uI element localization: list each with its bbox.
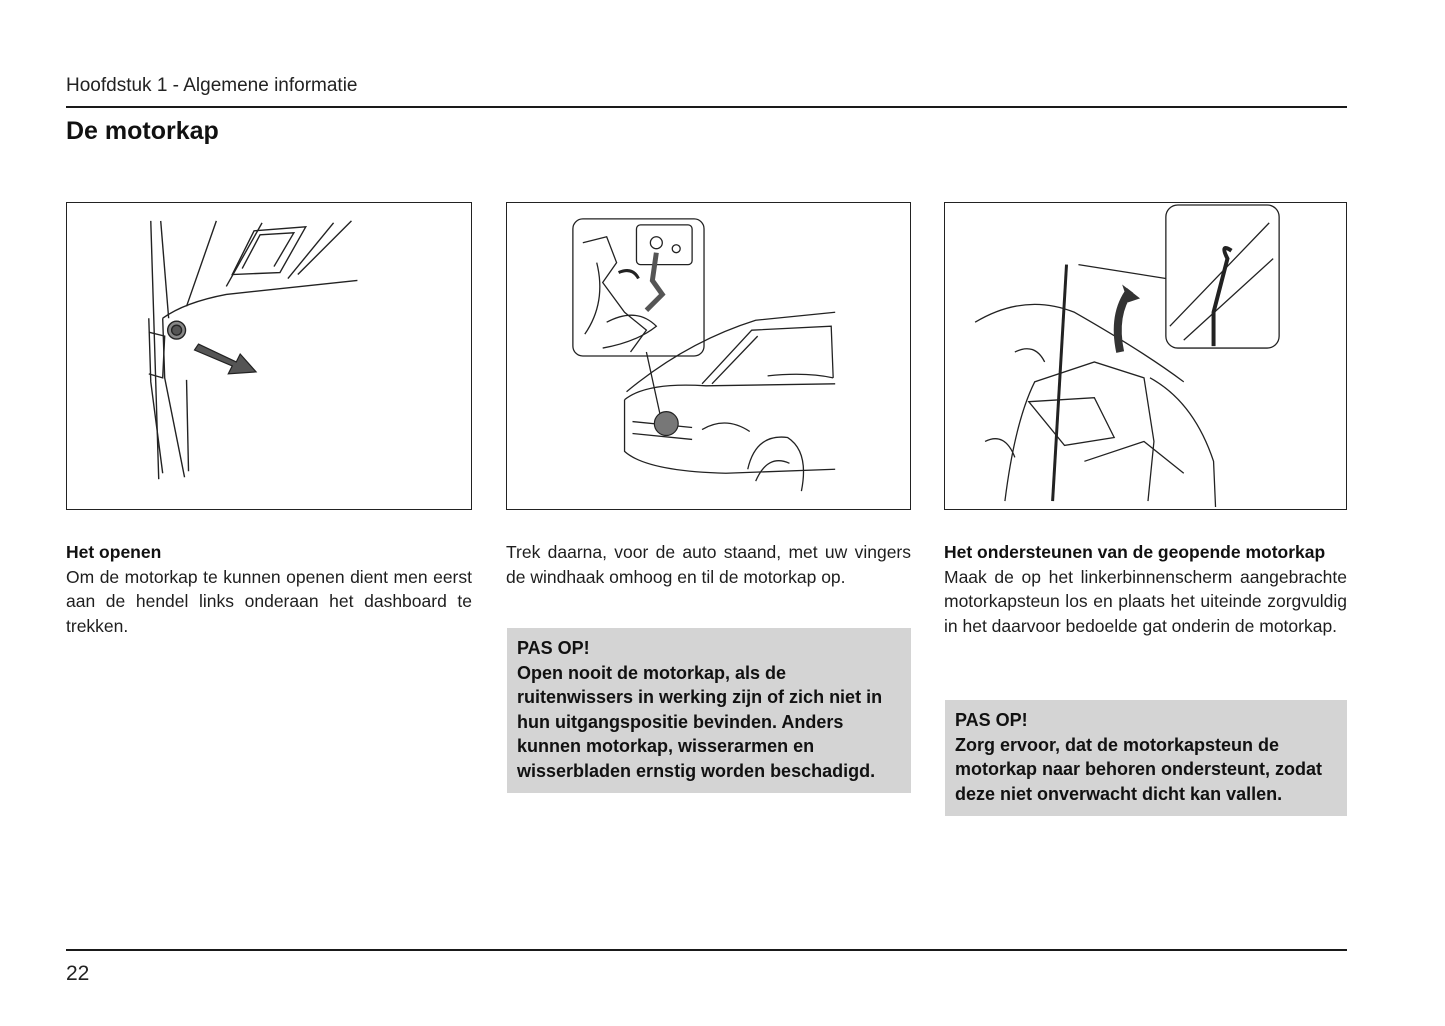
column-lift-hood bbox=[506, 540, 911, 589]
section-body: Om de motorkap te kunnen openen dient men eerst aan de hendel links onderaan het dashboard te trekken. bbox=[66, 566, 472, 636]
page-number: 22 bbox=[66, 962, 90, 985]
figure-hood-support bbox=[944, 202, 1347, 510]
warning-heading: PAS OP! bbox=[955, 710, 1028, 730]
header-divider bbox=[66, 106, 1347, 108]
warning-text: Open nooit de motorkap, als de ruitenwissers in werking zijn of zich niet in hun uitgangspositie bevinden. Anders kunnen motorkap, wisserarmen en wisserbladen ernstig worden beschadigd. bbox=[517, 662, 883, 781]
footer-divider bbox=[66, 949, 1347, 951]
engine-bay-hood-support-illustration bbox=[945, 203, 1346, 509]
chapter-header: Hoofdstuk 1 - Algemene informatie bbox=[66, 75, 358, 96]
figure-hood-latch bbox=[506, 202, 911, 510]
section-heading: Het openen bbox=[66, 542, 162, 562]
car-front-hood-latch-illustration bbox=[507, 203, 910, 509]
page-title: De motorkap bbox=[66, 117, 219, 145]
column-opening bbox=[66, 540, 472, 638]
figure-hood-release-lever bbox=[66, 202, 472, 510]
section-body: Trek daarna, voor de auto staand, met uw vingers de windhaak omhoog en til de motorkap op. bbox=[506, 542, 911, 587]
column-support-hood bbox=[944, 540, 1347, 638]
warning-heading: PAS OP! bbox=[517, 638, 590, 658]
warning-box bbox=[507, 628, 911, 793]
hood-release-lever-illustration bbox=[67, 203, 471, 509]
warning-box bbox=[945, 700, 1347, 816]
section-body: Maak de op het linkerbinnenscherm aangebrachte motorkapsteun los en plaats het uiteinde zorgvuldig in het daarvoor bedoelde gat onderin de motorkap. bbox=[944, 566, 1347, 636]
section-heading: Het ondersteunen van de geopende motorkap bbox=[944, 542, 1326, 562]
warning-text: Zorg ervoor, dat de motorkapsteun de motorkap naar behoren ondersteunt, zodat deze niet onverwacht dicht kan vallen. bbox=[955, 734, 1323, 804]
